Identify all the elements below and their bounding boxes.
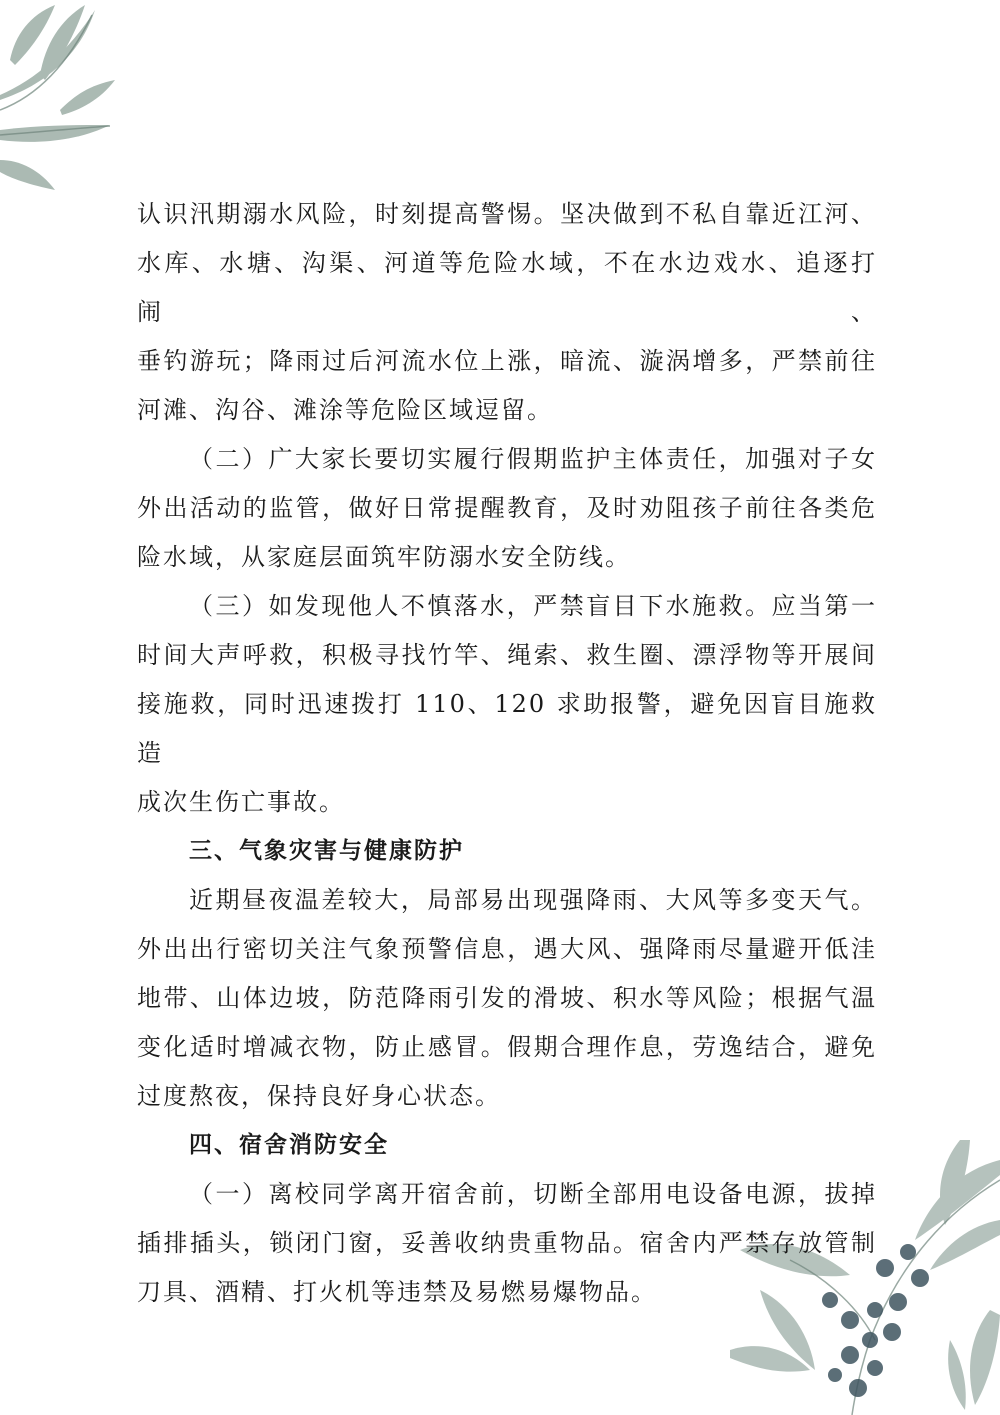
paragraph-line: 外出活动的监管，做好日常提醒教育，及时劝阻孩子前往各类危 [137,494,877,522]
section-heading: 四、宿舍消防安全 [189,1132,389,1158]
watercolor-leaves-icon [0,0,130,200]
paragraph-line: 插排插头，锁闭门窗，妥善收纳贵重物品。宿舍内严禁存放管制 [137,1229,877,1257]
paragraph-line: （二）广大家长要切实履行假期监护主体责任，加强对子女 [189,445,877,473]
paragraph-line: 成次生伤亡事故。 [137,788,345,816]
paragraph-line: 地带、山体边坡，防范降雨引发的滑坡、积水等风险；根据气温 [137,984,877,1012]
paragraph-line: 垂钓游玩；降雨过后河流水位上涨，暗流、漩涡增多，严禁前往 [137,347,877,375]
paragraph-line: 认识汛期溺水风险，时刻提高警惕。坚决做到不私自靠近江河、 [137,200,877,228]
paragraph-line: 变化适时增减衣物，防止感冒。假期合理作息，劳逸结合，避免 [137,1033,877,1061]
paragraph-line: 接施救，同时迅速拨打 110、120 求助报警，避免因盲目施救造 [137,690,877,767]
paragraph-line: 时间大声呼救，积极寻找竹竿、绳索、救生圈、漂浮物等开展间 [137,641,877,669]
paragraph-line: 刀具、酒精、打火机等违禁及易燃易爆物品。 [137,1278,657,1306]
document-body [137,190,877,1317]
paragraph-line: 近期昼夜温差较大，局部易出现强降雨、大风等多变天气。 [189,886,877,914]
paragraph-line: （一）离校同学离开宿舍前，切断全部用电设备电源，拔掉 [189,1180,877,1208]
paragraph-line: 过度熬夜，保持良好身心状态。 [137,1082,501,1110]
paragraph-line: 险水域，从家庭层面筑牢防溺水安全防线。 [137,543,631,571]
section-heading: 三、气象灾害与健康防护 [189,838,464,864]
paragraph-line: 河滩、沟谷、滩涂等危险区域逗留。 [137,396,553,424]
paragraph-line: （三）如发现他人不慎落水，严禁盲目下水施救。应当第一 [189,592,877,620]
paragraph-line: 水库、水塘、沟渠、河道等危险水域，不在水边戏水、追逐打闹、 [137,249,877,326]
paragraph-line: 外出出行密切关注气象预警信息，遇大风、强降雨尽量避开低洼 [137,935,877,963]
